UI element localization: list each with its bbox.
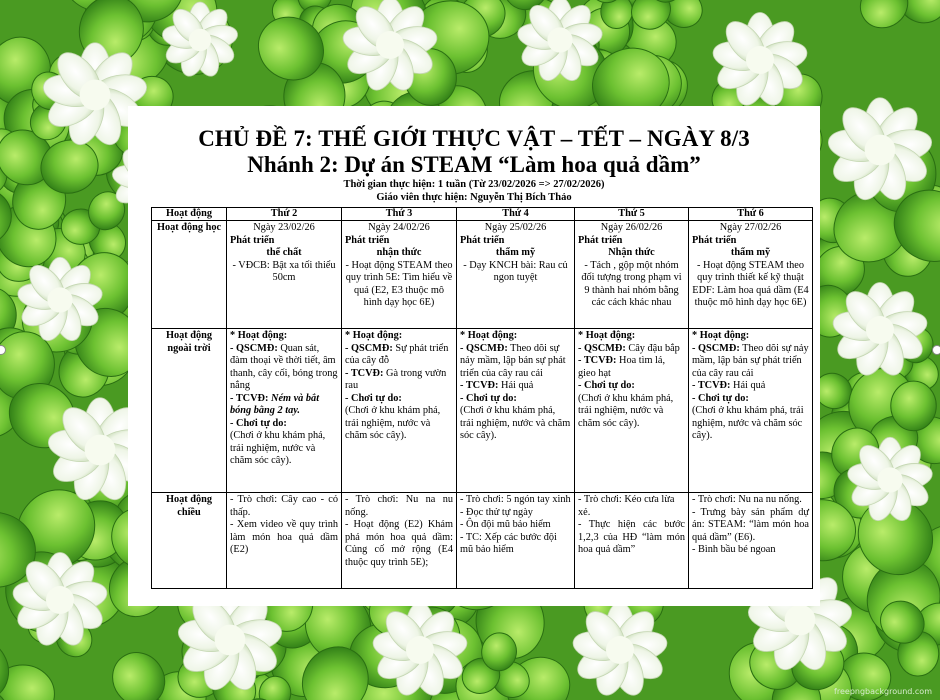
observation-text: Theo dõi sự nảy mầm, lập bản sự phát triển của cây rau cải: [460, 342, 566, 379]
free-play-text: (Chơi ở khu khám phá, trải nghiệm, nước và chăm sóc cây).: [345, 405, 441, 441]
branch-title: Nhánh 2: Dự án STEAM “Làm hoa quả dầm”: [247, 152, 701, 177]
table-cell: [227, 493, 342, 589]
activity-line: - Trò chơi: Cây cao - cỏ thấp.: [230, 494, 338, 518]
domain-label: thẩm mỹ: [730, 247, 771, 258]
activity-line: - TC: Xếp các bước đội mũ bảo hiểm: [460, 531, 557, 555]
row-label: Hoạt động chiều: [152, 493, 227, 589]
time-period: Thời gian thực hiện: 1 tuần (Từ 23/02/2026 => 27/02/2026): [343, 179, 605, 190]
date: Ngày 27/02/26: [719, 222, 782, 233]
domain-label: thẩm mỹ: [495, 247, 536, 258]
watermark-credit: freepngbackground.com: [834, 687, 932, 696]
domain-label: Phát triển: [692, 234, 737, 246]
table-header-row: [152, 208, 813, 221]
activity-text: - Dạy KNCH bài: Rau củ ngon tuyệt: [463, 259, 568, 283]
domain-label: Phát triển: [230, 234, 275, 246]
weekly-schedule-table: [151, 207, 813, 589]
row-label: Hoạt động ngoài trời: [152, 329, 227, 493]
game-label: - TCVĐ:: [578, 355, 617, 366]
table-cell: [689, 329, 813, 493]
activity-line: - Trò chơi: Nu na nu nống.: [345, 494, 453, 518]
game-text: Hái quả: [498, 380, 534, 391]
free-play-label: - Chơi tự do:: [578, 380, 635, 391]
game-text: Hái quả: [730, 380, 766, 391]
table-cell: [227, 329, 342, 493]
column-header: Thứ 3: [342, 208, 457, 221]
game-text: Gà trong vườn rau: [345, 367, 447, 391]
column-header: Thứ 6: [689, 208, 813, 221]
activity-text: - Hoạt động STEAM theo quy trình 5E: Tìm hiểu về quả (E2, E3 thuộc mô hình dạy học 6E): [345, 259, 453, 308]
resize-handle-right[interactable]: [932, 345, 940, 355]
table-cell: [342, 221, 457, 329]
date: Ngày 25/02/26: [484, 222, 547, 233]
game-label: - TCVĐ:: [460, 380, 499, 391]
game-text: Ném và bắt bóng bằng 2 tay.: [230, 392, 320, 416]
free-play-text: (Chơi ở khu khám phá, trải nghiệm, nước và chăm sóc cây).: [578, 392, 674, 429]
activity-line: - Thực hiện các bước 1,2,3 của HĐ “làm món hoa quả dầm”: [578, 519, 685, 555]
domain-label: nhận thức: [376, 247, 422, 258]
observation-label: - QSCMĐ:: [345, 342, 393, 354]
table-cell: [457, 221, 575, 329]
observation-label: - QSCMĐ:: [578, 342, 626, 354]
activity-line: - Ôn đội mũ bảo hiểm: [460, 519, 551, 530]
free-play-text: (Chơi ở khu khám phá, trải nghiệm, nước và chăm sóc cây).: [460, 405, 571, 441]
game-label: - TCVĐ:: [345, 367, 384, 379]
observation-label: - QSCMĐ:: [692, 342, 740, 354]
date: Ngày 26/02/26: [600, 222, 663, 233]
section-heading: * Hoạt động:: [460, 330, 518, 341]
observation-text: Theo dõi sự nảy mầm, lập bản sự phát triển của cây rau cải: [692, 342, 809, 379]
table-cell: [689, 493, 813, 589]
table-row: [152, 493, 813, 589]
row-label: Hoạt động học: [152, 221, 227, 329]
table-cell: [457, 493, 575, 589]
table-cell: [575, 221, 689, 329]
free-play-label: - Chơi tự do:: [230, 417, 287, 429]
schedule-sheet: [128, 106, 820, 606]
activity-text: - Hoạt động STEAM theo quy trình thiết kế kỹ thuật EDF: Làm hoa quả dầm (E4 thuộc mô hình dạy học 6E): [692, 259, 809, 308]
table-row: [152, 329, 813, 493]
table-cell: [457, 329, 575, 493]
observation-label: - QSCMĐ:: [460, 342, 508, 354]
free-play-label: - Chơi tự do:: [692, 392, 749, 404]
column-header: Thứ 4: [457, 208, 575, 221]
free-play-label: - Chơi tự do:: [345, 392, 402, 404]
activity-line: - Xem video về quy trình làm món hoa quả dầm (E2): [230, 519, 338, 555]
activity-line: - Trò chơi: Kéo cưa lừa xẻ.: [578, 494, 675, 518]
table-cell: [689, 221, 813, 329]
teacher-name: Giáo viên thực hiện: Nguyễn Thị Bích Thảo: [376, 192, 572, 203]
domain-label: thể chất: [266, 247, 302, 258]
game-text: Hoa tìm lá, gieo hạt: [578, 355, 666, 379]
free-play-label: - Chơi tự do:: [460, 392, 517, 404]
activity-line: - Đọc thử tự ngày: [460, 506, 533, 518]
domain-label: Nhận thức: [608, 247, 655, 258]
date: Ngày 23/02/26: [253, 222, 315, 233]
table-cell: [575, 329, 689, 493]
game-label: - TCVĐ:: [692, 380, 731, 391]
activity-line: - Trò chơi: 5 ngón tay xinh: [460, 494, 571, 505]
game-label: - TCVĐ:: [230, 392, 269, 404]
topic-title: CHỦ ĐỀ 7: THẾ GIỚI THỰC VẬT – TẾT – NGÀY 8/3: [198, 126, 750, 151]
column-header: Hoạt động: [152, 208, 227, 221]
activity-line: - Trưng bày sản phẩm dự án: STEAM: “làm món hoa quả dầm” (E6).: [692, 506, 809, 543]
observation-text: Sự phát triển của cây đỗ: [345, 342, 449, 366]
table-cell: [575, 493, 689, 589]
activity-line: - Bình bầu bé ngoan: [692, 544, 776, 555]
section-heading: * Hoạt động:: [230, 330, 288, 341]
free-play-text: (Chơi ở khu khám phá, trải nghiệm, nước và chăm sóc cây).: [230, 430, 326, 466]
domain-label: Phát triển: [460, 234, 505, 246]
table-cell: [342, 329, 457, 493]
domain-label: Phát triển: [345, 234, 390, 246]
activity-line: - Hoạt động (E2) Khám phá món hoa quả dầm: Củng cố mở rộng (E4 thuộc quy trình 5E);: [345, 519, 453, 568]
section-heading: * Hoạt động:: [692, 330, 750, 341]
domain-label: Phát triển: [578, 234, 623, 246]
table-row: [152, 221, 813, 329]
activity-text: - Tách , gộp một nhóm đối tượng trong phạm vi 9 thành hai nhóm bằng các cách khác nhau: [581, 259, 682, 308]
date: Ngày 24/02/26: [368, 222, 430, 233]
table-cell: [227, 221, 342, 329]
activity-text: - VĐCB: Bật xa tối thiểu 50cm: [232, 259, 336, 283]
section-heading: * Hoạt động:: [578, 330, 636, 341]
column-header: Thứ 5: [575, 208, 689, 221]
section-heading: * Hoạt động:: [345, 330, 403, 341]
free-play-text: (Chơi ở khu khám phá, trải nghiệm, nước và chăm sóc cây).: [692, 405, 804, 441]
observation-text: Quan sát, đàm thoại về thời tiết, âm thanh, cây cối, bóng trong nắng: [230, 342, 338, 391]
column-header: Thứ 2: [227, 208, 342, 221]
table-cell: [342, 493, 457, 589]
observation-text: Cây đậu bắp: [625, 342, 680, 354]
activity-line: - Trò chơi: Nu na nu nống.: [692, 494, 802, 505]
observation-label: - QSCMĐ:: [230, 342, 278, 354]
